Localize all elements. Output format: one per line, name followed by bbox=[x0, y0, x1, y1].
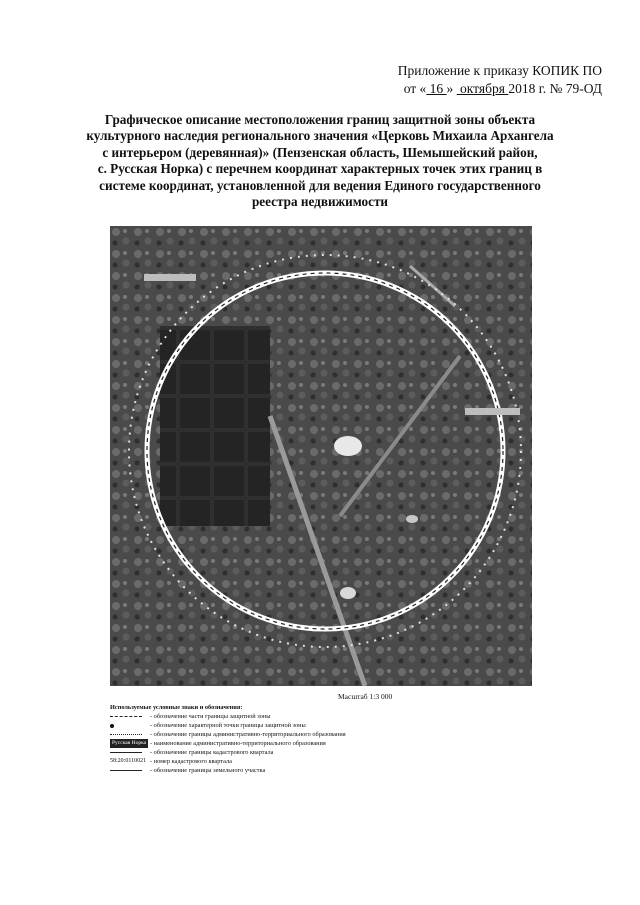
date-day: 16 bbox=[426, 81, 447, 96]
title-line: системе координат, установленной для ведения Единого государственного bbox=[99, 177, 541, 193]
legend-item bbox=[110, 748, 530, 757]
title-line: Графическое описание местоположения границ защитной зоны объекта bbox=[104, 112, 536, 127]
legend-symbol bbox=[110, 734, 150, 735]
legend bbox=[110, 703, 530, 775]
legend-symbol bbox=[110, 757, 150, 766]
legend-symbol bbox=[110, 752, 150, 753]
appendix-line1: Приложение к приказу КОПИК ПО bbox=[397, 63, 602, 78]
legend-text: - обозначение характерной точки границы защитной зоны bbox=[150, 722, 306, 729]
legend-text: - обозначение границы земельного участка bbox=[150, 767, 266, 774]
appendix-header bbox=[398, 62, 602, 98]
legend-item bbox=[110, 721, 530, 730]
aerial-map bbox=[110, 226, 532, 686]
date-month: октября bbox=[456, 81, 509, 96]
building bbox=[406, 515, 418, 523]
cadastral-label bbox=[465, 408, 520, 415]
legend-symbol bbox=[110, 739, 150, 748]
date-mid: » bbox=[446, 81, 457, 96]
legend-symbol bbox=[110, 716, 150, 717]
legend-item bbox=[110, 757, 530, 766]
title-line: с интерьером (деревянная)» (Пензенская область, Шемышейский район, bbox=[102, 144, 538, 160]
date-suffix: 2018 г. № 79-ОД bbox=[508, 81, 602, 96]
appendix-line2 bbox=[398, 80, 602, 98]
cadastral-label bbox=[144, 274, 196, 281]
legend-text: - обозначение границы кадастрового квартала bbox=[150, 749, 274, 756]
legend-item bbox=[110, 730, 530, 739]
title-line: реестра недвижимости bbox=[251, 194, 389, 210]
legend-text: - номер кадастрового квартала bbox=[150, 758, 232, 765]
legend-item bbox=[110, 766, 530, 775]
legend-text: - обозначение границы административно-территориального образования bbox=[150, 731, 346, 738]
document-title bbox=[70, 112, 570, 210]
legend-heading: Используемые условные знаки и обозначения: bbox=[110, 704, 243, 711]
title-line: культурного наследия регионального значения «Церковь Михаила Архангела bbox=[86, 128, 554, 144]
legend-item bbox=[110, 739, 530, 748]
settlement-name-sample: Русская Норка bbox=[112, 740, 147, 746]
building bbox=[340, 587, 356, 599]
title-line: с. Русская Норка) с перечнем координат характерных точек этих границ в bbox=[97, 161, 543, 177]
map-graphic bbox=[110, 226, 532, 686]
legend-item bbox=[110, 712, 530, 721]
legend-text: - обозначение части границы защитной зоны bbox=[150, 713, 271, 720]
legend-text: - наименование административно-территориального образования bbox=[150, 740, 326, 747]
legend-symbol bbox=[110, 724, 150, 728]
church-building bbox=[334, 436, 362, 456]
cadastral-number-sample: 58:20:0110021 bbox=[110, 758, 147, 764]
map-scale: Масштаб 1:3 000 bbox=[338, 692, 393, 701]
point-icon bbox=[110, 724, 114, 728]
legend-symbol bbox=[110, 770, 150, 771]
date-prefix: от « bbox=[403, 81, 427, 96]
